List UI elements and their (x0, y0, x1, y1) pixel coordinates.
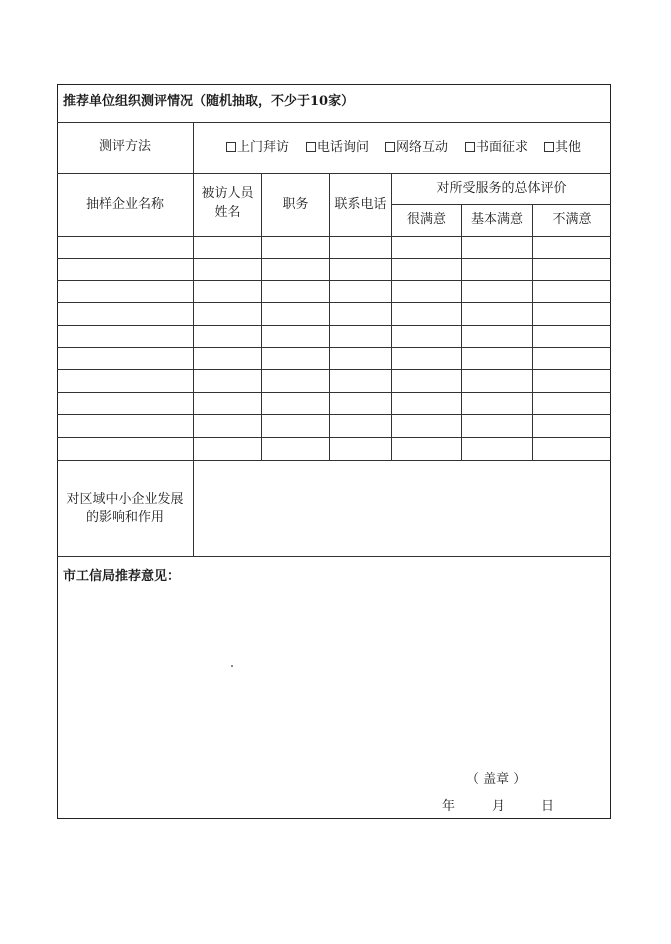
table-col-line (532, 204, 533, 460)
table-row-line (57, 347, 611, 348)
table-row-line (57, 460, 611, 461)
eval-group-header: 对所受服务的总体评价 (436, 181, 567, 196)
date-month: 月 (492, 799, 506, 814)
col-phone-header: 联系电话 (334, 197, 387, 212)
method-option-visit[interactable]: 上门拜访 (226, 140, 289, 156)
checkbox-icon[interactable] (306, 142, 316, 152)
impact-label: 对区域中小企业发展 (66, 492, 184, 507)
col-interviewee-header: 被访人员 (201, 186, 254, 201)
eval-basic-satisfied-header: 基本满意 (470, 212, 523, 227)
table-col-line (261, 173, 262, 460)
section-title: 推荐单位组织测评情况（随机抽取，不少于10家） (63, 94, 355, 109)
checkbox-icon[interactable] (385, 142, 395, 152)
method-label: 测评方法 (98, 139, 151, 154)
divider-line (193, 122, 194, 173)
checkbox-icon[interactable] (465, 142, 475, 152)
table-col-line (329, 173, 330, 460)
table-row-line (57, 236, 611, 237)
date-day: 日 (541, 799, 555, 814)
checkbox-icon[interactable] (226, 142, 236, 152)
table-row-line (57, 392, 611, 393)
method-option-online[interactable]: 网络互动 (385, 140, 448, 156)
checkbox-icon[interactable] (544, 142, 554, 152)
table-row-line (57, 325, 611, 326)
seal-placeholder: （ 盖章 ） (466, 772, 527, 787)
recommendation-label: 市工信局推荐意见： (63, 569, 181, 584)
table-row-line (57, 414, 611, 415)
method-option-written[interactable]: 书面征求 (465, 140, 528, 156)
divider-line (57, 173, 611, 174)
col-position-header: 职务 (282, 197, 309, 212)
method-option-phone[interactable]: 电话询问 (306, 140, 369, 156)
table-row-line (57, 302, 611, 303)
table-row-line (57, 280, 611, 281)
date-year: 年 (442, 799, 456, 814)
col-company-header: 抽样企业名称 (85, 197, 164, 212)
table-col-line (391, 173, 392, 460)
table-row-line (57, 437, 611, 438)
table-row-line (57, 369, 611, 370)
impact-label: 的影响和作用 (85, 510, 164, 525)
scan-speck (231, 665, 233, 667)
table-col-line (461, 204, 462, 460)
eval-very-satisfied-header: 很满意 (406, 212, 446, 227)
col-interviewee-header: 姓名 (214, 205, 241, 220)
table-row-line (57, 258, 611, 259)
divider-line (57, 556, 611, 557)
method-option-other[interactable]: 其他 (544, 140, 581, 156)
divider-line (193, 460, 194, 556)
table-col-line (193, 173, 194, 460)
eval-unsatisfied-header: 不满意 (552, 212, 592, 227)
divider-line (391, 204, 611, 205)
divider-line (57, 122, 611, 123)
